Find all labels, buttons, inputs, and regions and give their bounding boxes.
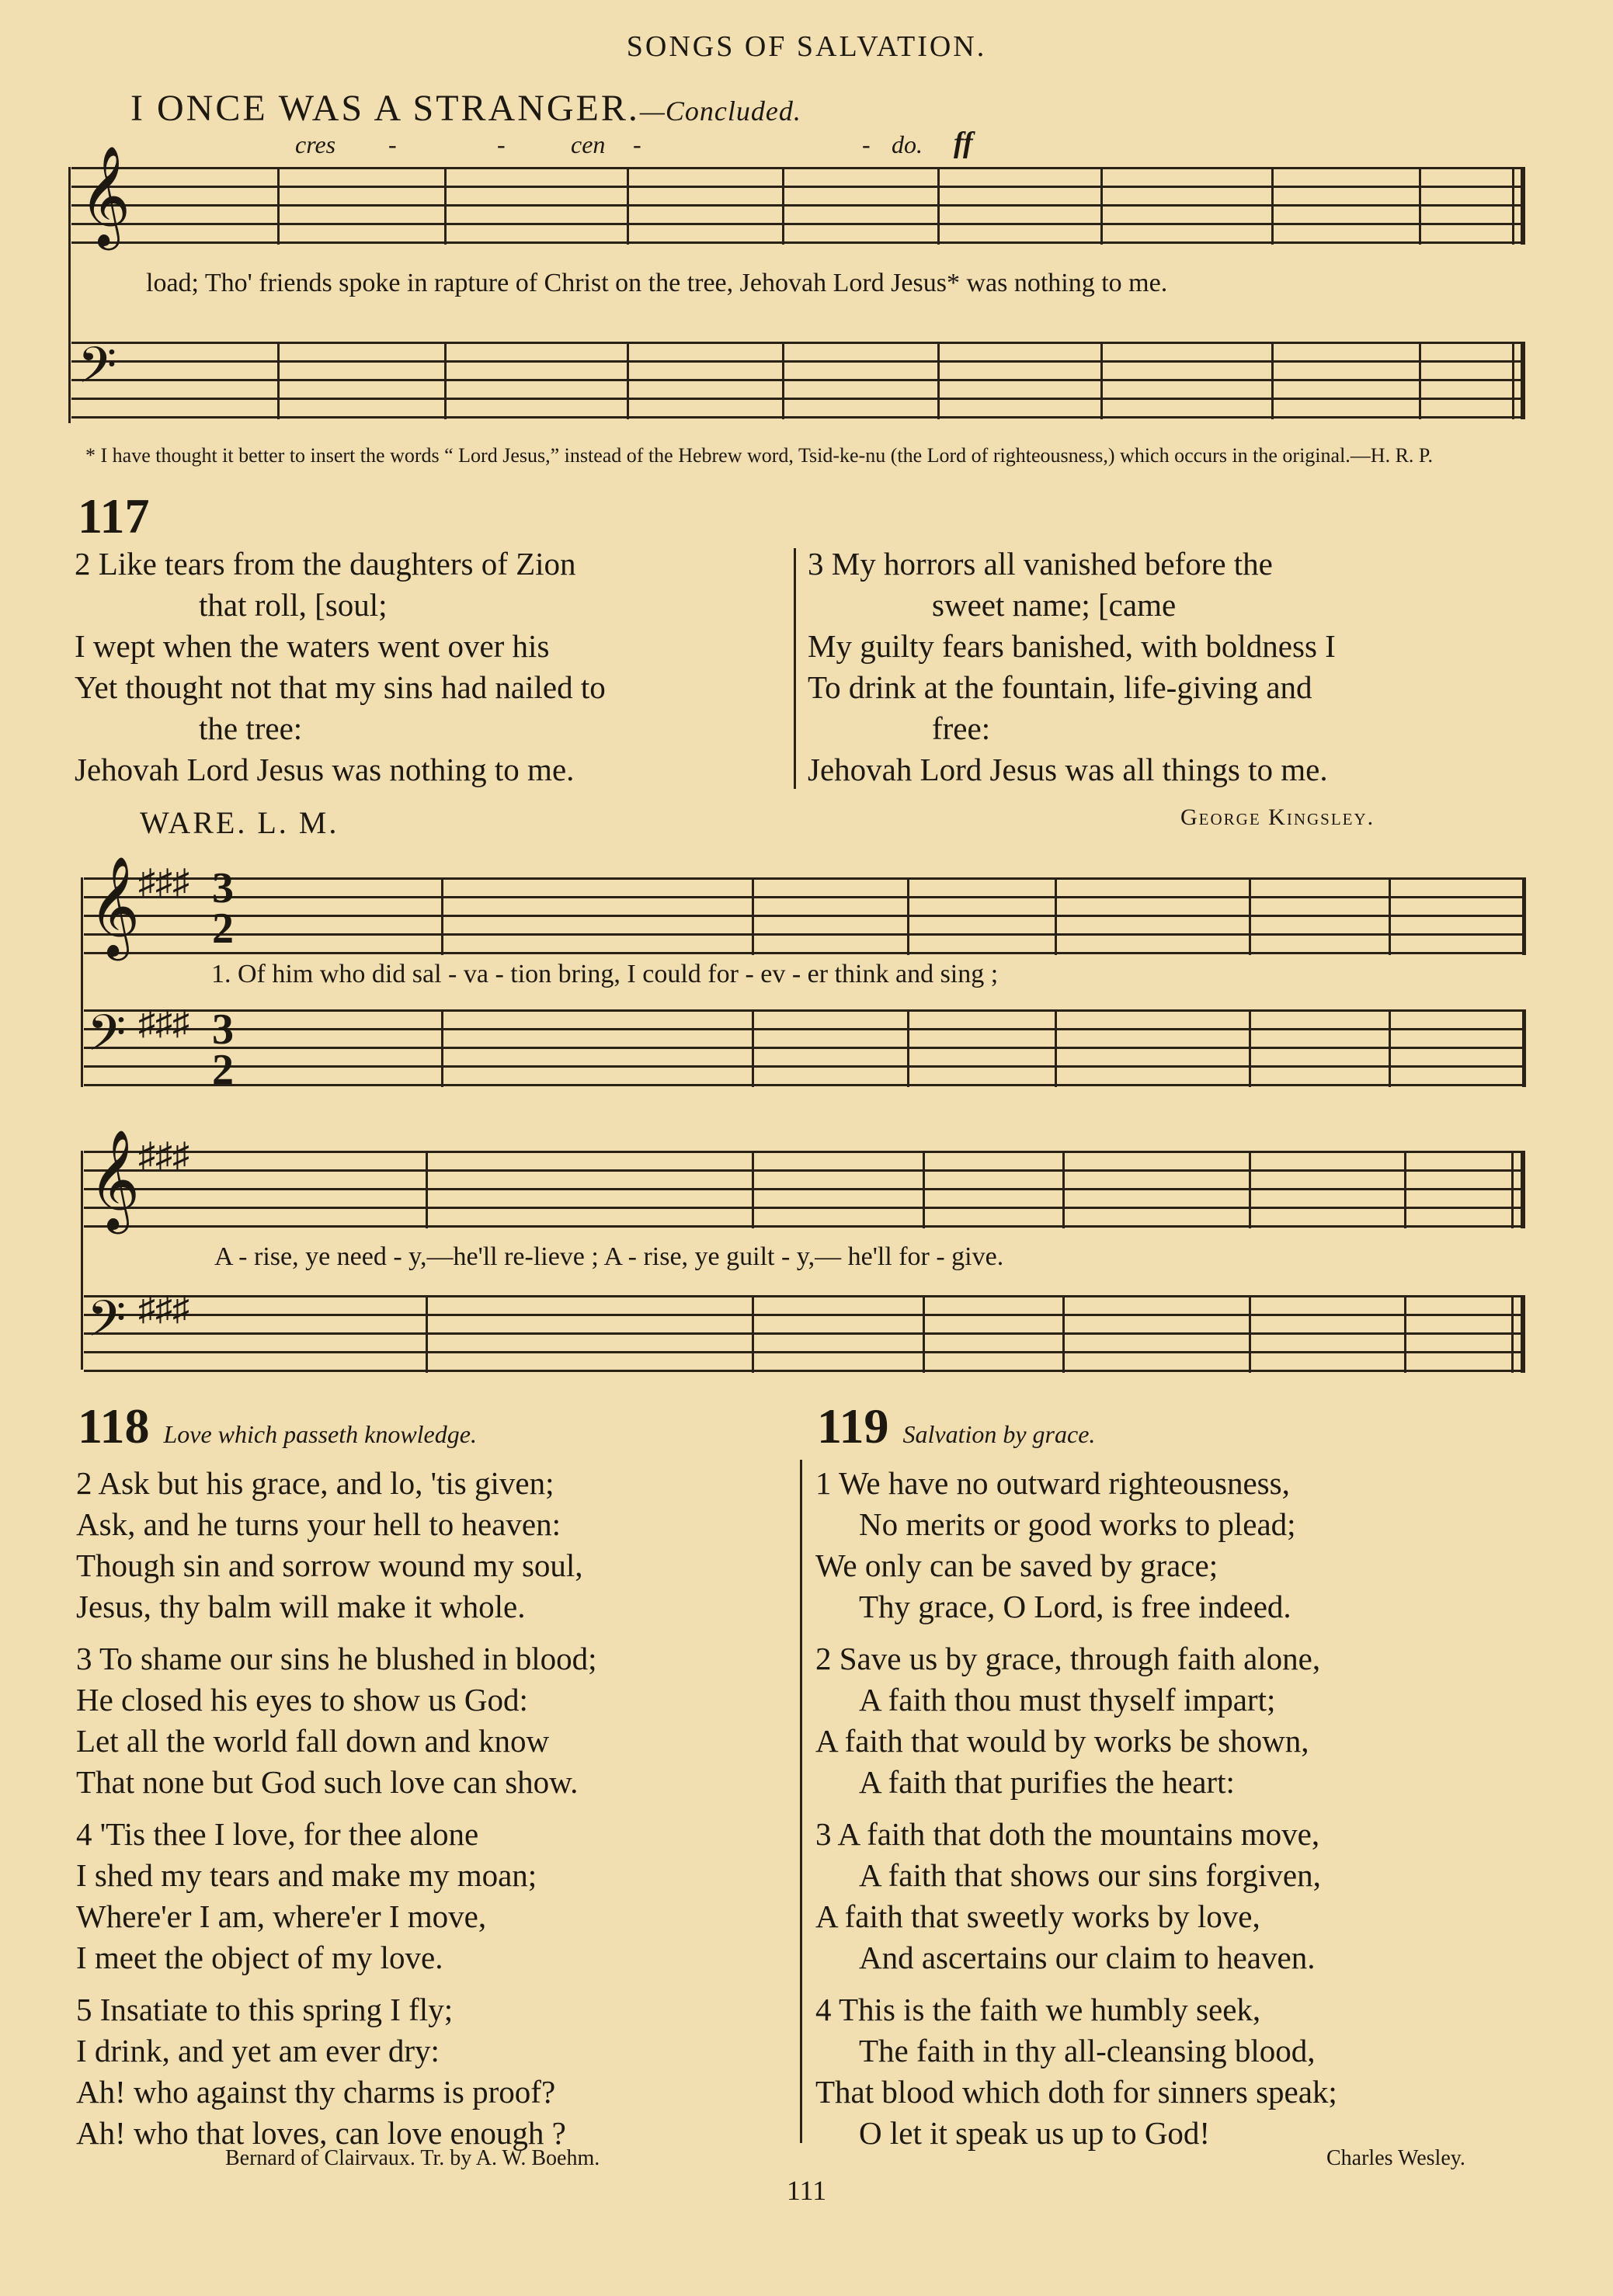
- verse-line: A faith that sweetly works by love,: [815, 1898, 1260, 1934]
- treble-staff: [84, 856, 1524, 957]
- verse-line: To drink at the fountain, life-giving and: [808, 669, 1312, 705]
- time-signature: 3 2: [212, 1006, 234, 1094]
- verse-line: 3 A faith that doth the mountains move,: [815, 1816, 1320, 1852]
- verse-line: sweet name; [came: [932, 587, 1177, 623]
- verse-line: 1 We have no outward righteousness,: [815, 1465, 1290, 1501]
- treble-staff: [84, 1129, 1524, 1230]
- treble-clef-icon: 𝄞: [89, 1129, 141, 1230]
- hymn119-attribution: Charles Wesley.: [1326, 2146, 1465, 2170]
- verse-line: Ask, and he turns your hell to heaven:: [76, 1506, 561, 1542]
- bass-staff: [84, 1004, 1524, 1094]
- verse-line: 4 'Tis thee I love, for thee alone: [76, 1816, 479, 1852]
- verse-line: A faith thou must thyself impart;: [859, 1682, 1276, 1718]
- system-brace: [81, 877, 83, 1087]
- dynamic-do: do.: [892, 130, 923, 158]
- composer: George Kingsley.: [1180, 804, 1375, 830]
- stanza: [815, 1463, 1561, 1627]
- stanza: [815, 1638, 1561, 1803]
- bass-staff: [71, 337, 1524, 419]
- dynamic-cen: cen: [571, 130, 606, 158]
- verse-line: 2 Ask but his grace, and lo, 'tis given;: [76, 1465, 554, 1501]
- verse-line: That blood which doth for sinners speak;: [815, 2074, 1337, 2110]
- verse-line: The faith in thy all-cleansing blood,: [859, 2033, 1316, 2068]
- tune-lyric-line1: 1. Of him who did sal - va - tion bring, I could for - ev - er think and sing ;: [211, 960, 999, 988]
- verse-line: I meet the object of my love.: [76, 1940, 443, 1975]
- dynamic-dash: -: [497, 130, 506, 158]
- hymn-number: 118: [78, 1398, 150, 1454]
- running-head: SONGS OF SALVATION.: [626, 30, 987, 63]
- tune-lyric-line2: A - rise, ye need - y,—he'll re-lieve ; A - rise, ye guilt - y,— he'll for - give.: [214, 1242, 1004, 1271]
- verse-line: Ah! who against thy charms is proof?: [76, 2074, 556, 2110]
- stanza: [76, 1463, 791, 1627]
- time-signature: 3 2: [212, 864, 234, 953]
- system-brace: [81, 1151, 83, 1370]
- verse-line: 5 Insatiate to this spring I fly;: [76, 1992, 454, 2027]
- verse-line: I drink, and yet am ever dry:: [76, 2033, 440, 2068]
- verse-line: Jesus, thy balm will make it whole.: [76, 1589, 526, 1624]
- hymn-subtitle: Love which passeth knowledge.: [163, 1420, 477, 1448]
- verse-line: He closed his eyes to show us God:: [76, 1682, 528, 1718]
- verse-line: A faith that would by works be shown,: [815, 1723, 1309, 1759]
- verse-line: free:: [932, 710, 991, 746]
- hymn-number: 117: [78, 488, 150, 544]
- verse-line: 3 To shame our sins he blushed in blood;: [76, 1641, 597, 1676]
- song-title: [130, 87, 801, 130]
- treble-clef-icon: 𝄞: [79, 145, 131, 246]
- dynamic-cres: cres: [295, 130, 336, 158]
- hymn117-right-column: [808, 544, 1538, 790]
- hymn119-stanzas: [815, 1463, 1561, 2165]
- bass-clef-icon: 𝄢: [87, 1290, 127, 1360]
- verse-line: Ah! who that loves, can love enough ?: [76, 2115, 566, 2151]
- song-title-text: I ONCE WAS A STRANGER.: [130, 88, 640, 129]
- sharp-icon: ♯♯♯: [138, 1290, 189, 1328]
- footnote: * I have thought it better to insert the words “ Lord Jesus,” instead of the Hebrew word, Tsid-ke-nu (the Lord of righteousness,) which occurs in the original.—H. R. P.: [85, 444, 1433, 467]
- column-divider: [800, 1460, 802, 2143]
- verse-line: Jehovah Lord Jesus was all things to me.: [808, 752, 1328, 787]
- stanza: [815, 1989, 1561, 2154]
- verse-line: Where'er I am, where'er I move,: [76, 1898, 487, 1934]
- verse-line: 2 Like tears from the daughters of Zion: [75, 546, 576, 582]
- bass-staff: [84, 1290, 1524, 1373]
- dynamic-dash: -: [388, 130, 397, 158]
- stanza: [815, 1814, 1561, 1978]
- bass-clef-icon: 𝄢: [78, 337, 117, 407]
- sharp-icon: ♯♯♯: [138, 1004, 189, 1042]
- verse-line: I wept when the waters went over his: [75, 628, 550, 664]
- hymn117-left-column: [75, 544, 789, 790]
- system-brace: [68, 167, 71, 423]
- hymn-subtitle: Salvation by grace.: [902, 1420, 1096, 1448]
- treble-clef-icon: 𝄞: [89, 856, 141, 957]
- verse-line: Yet thought not that my sins had nailed to: [75, 669, 606, 705]
- verse-line: 2 Save us by grace, through faith alone,: [815, 1641, 1321, 1676]
- dynamic-dash: -: [633, 130, 641, 158]
- verse-line: My guilty fears banished, with boldness I: [808, 628, 1336, 664]
- treble-staff: [71, 145, 1524, 246]
- hymn119-header: [817, 1398, 1095, 1455]
- sharp-icon: ♯♯♯: [138, 863, 189, 901]
- dynamic-dash: -: [862, 130, 871, 158]
- sharp-icon: ♯♯♯: [138, 1136, 189, 1174]
- verse-line: I shed my tears and make my moan;: [76, 1857, 537, 1893]
- verse-line: Thy grace, O Lord, is free indeed.: [859, 1589, 1291, 1624]
- hymn-number: 119: [817, 1398, 889, 1454]
- verse-line: O let it speak us up to God!: [859, 2115, 1211, 2151]
- verse-line: That none but God such love can show.: [76, 1764, 579, 1800]
- stanza: [76, 1638, 791, 1803]
- verse-line: A faith that purifies the heart:: [859, 1764, 1235, 1800]
- verse-line: No merits or good works to plead;: [859, 1506, 1296, 1542]
- tune-name: WARE. L. M.: [140, 805, 339, 840]
- verse-line: the tree:: [199, 710, 303, 746]
- verse-line: We only can be saved by grace;: [815, 1547, 1218, 1583]
- song116-lyric: load; Tho' friends spoke in rapture of Christ on the tree, Jehovah Lord Jesus* was nothing to me.: [146, 269, 1168, 297]
- hymn118-attribution: Bernard of Clairvaux. Tr. by A. W. Boehm.: [225, 2146, 600, 2170]
- verse-line: A faith that shows our sins forgiven,: [859, 1857, 1321, 1893]
- page-number: 111: [786, 2175, 827, 2206]
- verse-line: 3 My horrors all vanished before the: [808, 546, 1273, 582]
- stanza: [76, 1989, 791, 2154]
- verse-line: Let all the world fall down and know: [76, 1723, 550, 1759]
- verse-line: And ascertains our claim to heaven.: [859, 1940, 1316, 1975]
- hymn118-stanzas: [76, 1463, 791, 2165]
- hymn118-header: [78, 1398, 477, 1455]
- column-divider: [794, 548, 796, 789]
- verse-line: that roll, [soul;: [199, 587, 388, 623]
- verse-line: Jehovah Lord Jesus was nothing to me.: [75, 752, 575, 787]
- bass-clef-icon: 𝄢: [87, 1005, 127, 1075]
- verse-line: Though sin and sorrow wound my soul,: [76, 1547, 583, 1583]
- stanza: [76, 1814, 791, 1978]
- dynamic-ff: ff: [954, 127, 973, 159]
- song-title-suffix: —Concluded.: [639, 96, 801, 127]
- verse-line: 4 This is the faith we humbly seek,: [815, 1992, 1261, 2027]
